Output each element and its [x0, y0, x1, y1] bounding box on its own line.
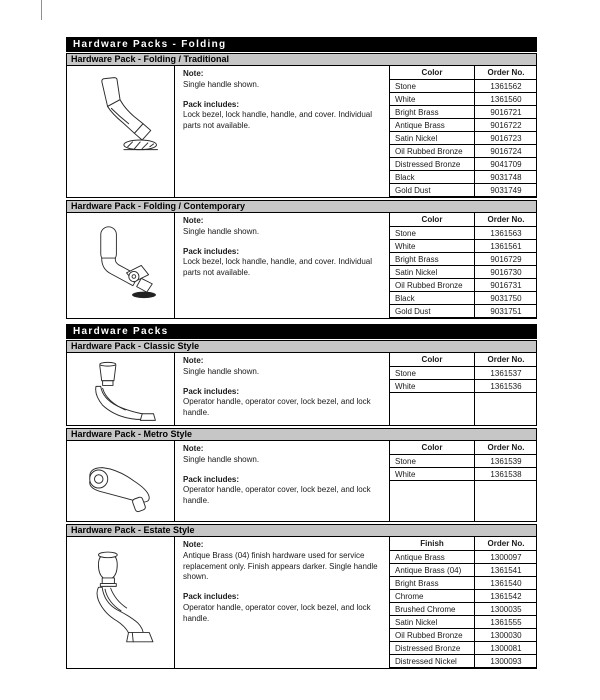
note-label: Note: — [183, 69, 204, 78]
order-table — [390, 213, 537, 318]
table-row — [390, 590, 537, 603]
finish-column-header: Finish — [390, 537, 475, 551]
order-no-column-header: Order No. — [475, 213, 538, 227]
finish-name-cell: White — [390, 468, 475, 481]
table-row — [390, 184, 537, 197]
finish-name-cell: Brushed Chrome — [390, 603, 475, 616]
note-text: Single handle shown. — [183, 366, 260, 376]
pack-title-metro-style: Hardware Pack - Metro Style — [66, 428, 537, 441]
order-table — [390, 353, 537, 425]
finish-name-cell: Satin Nickel — [390, 132, 475, 145]
order-number-cell: 9031750 — [475, 292, 538, 305]
order-number-cell: 1300035 — [475, 603, 538, 616]
group-header-hardware-packs: Hardware Packs — [66, 324, 537, 339]
finish-name-cell: Stone — [390, 455, 475, 468]
table-row — [390, 266, 537, 279]
finish-name-cell: Stone — [390, 367, 475, 380]
order-table-cell — [389, 66, 536, 197]
order-no-column-header: Order No. — [475, 441, 538, 455]
table-row — [390, 468, 537, 481]
classic-style-handle-illustration — [76, 360, 166, 426]
color-column-header: Color — [390, 213, 475, 227]
order-number-cell: 9016721 — [475, 106, 538, 119]
order-table — [390, 441, 537, 521]
order-table-cell — [389, 537, 536, 668]
pack-row-estate-style — [66, 537, 537, 669]
illustration-cell — [67, 66, 175, 197]
finish-name-cell: Oil Rubbed Bronze — [390, 145, 475, 158]
folding-traditional-handle-illustration — [73, 73, 169, 185]
color-column-header: Color — [390, 66, 475, 80]
folding-contemporary-handle-illustration — [75, 220, 167, 310]
table-row — [390, 455, 537, 468]
table-row — [390, 367, 537, 380]
order-number-cell: 9031748 — [475, 171, 538, 184]
pack-includes-text: Operator handle, operator cover, lock bezel, and lock handle. — [183, 602, 371, 623]
table-row — [390, 577, 537, 590]
table-row — [390, 253, 537, 266]
note-cell — [175, 66, 389, 197]
pack-title-estate-style: Hardware Pack - Estate Style — [66, 524, 537, 537]
order-number-cell: 9016729 — [475, 253, 538, 266]
note-text: Single handle shown. — [183, 226, 260, 236]
color-column-header: Color — [390, 353, 475, 367]
table-row — [390, 145, 537, 158]
table-empty-space-row — [390, 393, 537, 426]
table-row — [390, 93, 537, 106]
order-number-cell: 9031749 — [475, 184, 538, 197]
catalog-content — [66, 37, 537, 669]
finish-name-cell: Black — [390, 171, 475, 184]
pack-row-folding-contemporary — [66, 213, 537, 319]
table-header-row — [390, 213, 537, 227]
order-number-cell: 1361539 — [475, 455, 538, 468]
table-row — [390, 551, 537, 564]
finish-name-cell: Antique Brass — [390, 119, 475, 132]
note-text: Single handle shown. — [183, 79, 260, 89]
illustration-cell — [67, 537, 175, 668]
order-number-cell: 9031751 — [475, 305, 538, 318]
table-empty-space-row — [390, 481, 537, 522]
illustration-cell — [67, 213, 175, 318]
order-no-column-header: Order No. — [475, 66, 538, 80]
order-number-cell: 1361542 — [475, 590, 538, 603]
pack-includes-text: Operator handle, operator cover, lock bezel, and lock handle. — [183, 397, 371, 418]
pack-includes-label: Pack includes: — [183, 99, 240, 109]
pack-includes-text: Lock bezel, lock handle, handle, and cover. Individual parts not available. — [183, 257, 373, 278]
note-text: Antique Brass (04) finish hardware used for service replacement only. Finish appears darker. Single handle shown. — [183, 550, 378, 582]
finish-name-cell: Oil Rubbed Bronze — [390, 279, 475, 292]
note-cell — [175, 441, 389, 521]
order-no-column-header: Order No. — [475, 353, 538, 367]
pack-includes-text: Lock bezel, lock handle, handle, and cover. Individual parts not available. — [183, 110, 373, 131]
note-text: Single handle shown. — [183, 454, 260, 464]
table-row — [390, 80, 537, 93]
order-table-cell — [389, 213, 536, 318]
note-label: Note: — [183, 444, 204, 453]
order-number-cell: 9016722 — [475, 119, 538, 132]
order-number-cell: 1361538 — [475, 468, 538, 481]
table-header-row — [390, 441, 537, 455]
finish-name-cell: Black — [390, 292, 475, 305]
table-row — [390, 603, 537, 616]
finish-name-cell: Distressed Bronze — [390, 158, 475, 171]
order-table — [390, 66, 537, 197]
table-row — [390, 132, 537, 145]
order-number-cell: 9016724 — [475, 145, 538, 158]
finish-name-cell: Stone — [390, 80, 475, 93]
table-row — [390, 616, 537, 629]
finish-name-cell: Satin Nickel — [390, 616, 475, 629]
finish-name-cell: Bright Brass — [390, 253, 475, 266]
table-row — [390, 305, 537, 318]
table-row — [390, 655, 537, 668]
order-number-cell: 1300081 — [475, 642, 538, 655]
finish-name-cell: Gold Dust — [390, 305, 475, 318]
color-column-header: Color — [390, 441, 475, 455]
finish-name-cell: Satin Nickel — [390, 266, 475, 279]
note-cell — [175, 353, 389, 425]
finish-name-cell: White — [390, 93, 475, 106]
page-edge-scan-line — [41, 0, 42, 20]
pack-row-folding-traditional — [66, 66, 537, 198]
order-number-cell: 1300030 — [475, 629, 538, 642]
table-empty-space-row — [390, 197, 537, 198]
order-table-cell — [389, 441, 536, 521]
finish-name-cell: Oil Rubbed Bronze — [390, 629, 475, 642]
order-number-cell: 1361540 — [475, 577, 538, 590]
pack-title-folding-contemporary: Hardware Pack - Folding / Contemporary — [66, 200, 537, 213]
finish-name-cell: Chrome — [390, 590, 475, 603]
finish-name-cell: Stone — [390, 227, 475, 240]
note-label: Note: — [183, 216, 204, 225]
finish-name-cell: Antique Brass (04) — [390, 564, 475, 577]
pack-includes-label: Pack includes: — [183, 592, 240, 602]
table-header-row — [390, 537, 537, 551]
order-number-cell: 9016730 — [475, 266, 538, 279]
table-row — [390, 380, 537, 393]
table-row — [390, 227, 537, 240]
table-row — [390, 292, 537, 305]
finish-name-cell: Bright Brass — [390, 106, 475, 119]
table-row — [390, 642, 537, 655]
order-number-cell: 9016723 — [475, 132, 538, 145]
pack-row-metro-style — [66, 441, 537, 522]
order-number-cell: 1300093 — [475, 655, 538, 668]
order-number-cell: 1361560 — [475, 93, 538, 106]
pack-title-folding-traditional: Hardware Pack - Folding / Traditional — [66, 53, 537, 66]
finish-name-cell: Distressed Bronze — [390, 642, 475, 655]
finish-name-cell: White — [390, 240, 475, 253]
pack-includes-label: Pack includes: — [183, 246, 240, 256]
table-header-row — [390, 353, 537, 367]
table-row — [390, 119, 537, 132]
order-number-cell: 1300097 — [475, 551, 538, 564]
order-number-cell: 1361563 — [475, 227, 538, 240]
order-number-cell: 1361541 — [475, 564, 538, 577]
pack-includes-label: Pack includes: — [183, 386, 240, 396]
order-number-cell: 1361561 — [475, 240, 538, 253]
note-cell — [175, 537, 389, 668]
illustration-cell — [67, 441, 175, 521]
order-number-cell: 1361562 — [475, 80, 538, 93]
table-row — [390, 158, 537, 171]
finish-name-cell: Antique Brass — [390, 551, 475, 564]
pack-includes-text: Operator handle, operator cover, lock bezel, and lock handle. — [183, 485, 371, 506]
order-number-cell: 1361555 — [475, 616, 538, 629]
table-empty-space-row — [390, 668, 537, 669]
finish-name-cell: Bright Brass — [390, 577, 475, 590]
illustration-cell — [67, 353, 175, 425]
table-row — [390, 279, 537, 292]
finish-name-cell: Distressed Nickel — [390, 655, 475, 668]
table-header-row — [390, 66, 537, 80]
finish-name-cell: White — [390, 380, 475, 393]
pack-row-classic-style — [66, 353, 537, 426]
note-cell — [175, 213, 389, 318]
order-table — [390, 537, 537, 668]
table-row — [390, 171, 537, 184]
order-no-column-header: Order No. — [475, 537, 538, 551]
table-row — [390, 564, 537, 577]
group-header-folding: Hardware Packs - Folding — [66, 37, 537, 52]
pack-includes-label: Pack includes: — [183, 474, 240, 484]
order-number-cell: 9041709 — [475, 158, 538, 171]
table-row — [390, 106, 537, 119]
pack-title-classic-style: Hardware Pack - Classic Style — [66, 340, 537, 353]
table-row — [390, 629, 537, 642]
note-label: Note: — [183, 540, 204, 549]
order-number-cell: 9016731 — [475, 279, 538, 292]
order-table-cell — [389, 353, 536, 425]
order-number-cell: 1361537 — [475, 367, 538, 380]
order-number-cell: 1361536 — [475, 380, 538, 393]
note-label: Note: — [183, 356, 204, 365]
metro-style-handle-illustration — [76, 456, 166, 520]
finish-name-cell: Gold Dust — [390, 184, 475, 197]
table-empty-space-row — [390, 318, 537, 319]
table-row — [390, 240, 537, 253]
estate-style-handle-illustration — [74, 544, 168, 656]
